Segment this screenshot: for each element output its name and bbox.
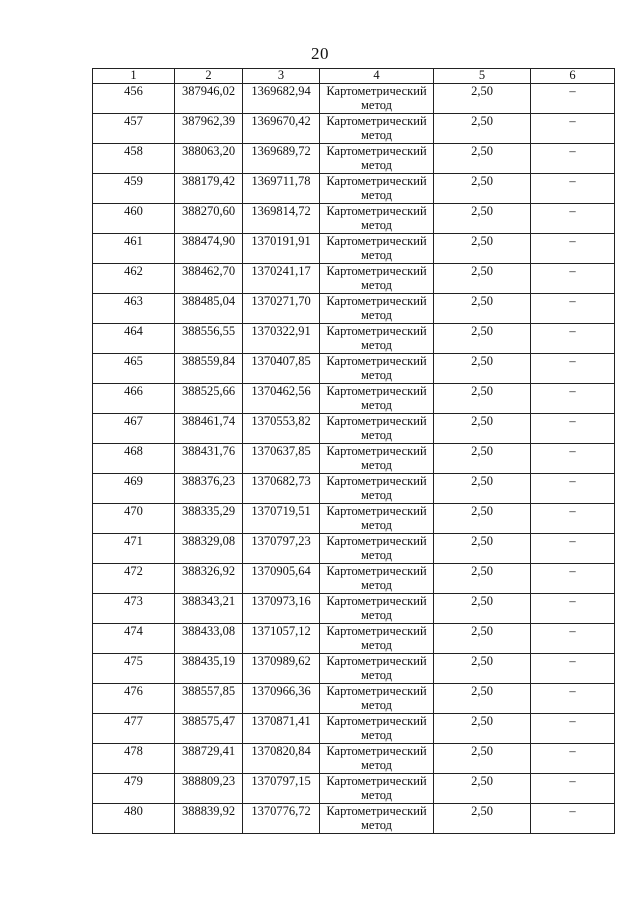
method-cell: Картометрический метод — [320, 294, 434, 324]
method-cell: Картометрический метод — [320, 324, 434, 354]
header-cell-1: 1 — [93, 69, 175, 84]
table-row — [93, 534, 615, 564]
x-coordinate-cell: 388556,55 — [175, 324, 243, 354]
note-cell: – — [531, 414, 615, 444]
accuracy-cell: 2,50 — [434, 384, 531, 414]
note-cell: – — [531, 504, 615, 534]
x-coordinate-cell: 388485,04 — [175, 294, 243, 324]
x-coordinate-cell: 388326,92 — [175, 564, 243, 594]
point-number-cell: 478 — [93, 744, 175, 774]
note-cell: – — [531, 234, 615, 264]
accuracy-cell: 2,50 — [434, 504, 531, 534]
method-cell: Картометрический метод — [320, 684, 434, 714]
table-row — [93, 804, 615, 834]
note-cell: – — [531, 804, 615, 834]
y-coordinate-cell: 1369682,94 — [243, 84, 320, 114]
accuracy-cell: 2,50 — [434, 414, 531, 444]
method-cell: Картометрический метод — [320, 504, 434, 534]
note-cell: – — [531, 354, 615, 384]
point-number-cell: 480 — [93, 804, 175, 834]
table-row — [93, 624, 615, 654]
table-row — [93, 174, 615, 204]
point-number-cell: 475 — [93, 654, 175, 684]
note-cell: – — [531, 384, 615, 414]
y-coordinate-cell: 1370776,72 — [243, 804, 320, 834]
method-cell: Картометрический метод — [320, 384, 434, 414]
table-row — [93, 204, 615, 234]
table-row — [93, 684, 615, 714]
method-cell: Картометрический метод — [320, 444, 434, 474]
method-cell: Картометрический метод — [320, 234, 434, 264]
accuracy-cell: 2,50 — [434, 744, 531, 774]
note-cell: – — [531, 114, 615, 144]
x-coordinate-cell: 388435,19 — [175, 654, 243, 684]
y-coordinate-cell: 1370553,82 — [243, 414, 320, 444]
point-number-cell: 461 — [93, 234, 175, 264]
accuracy-cell: 2,50 — [434, 804, 531, 834]
accuracy-cell: 2,50 — [434, 114, 531, 144]
accuracy-cell: 2,50 — [434, 204, 531, 234]
x-coordinate-cell: 388433,08 — [175, 624, 243, 654]
note-cell: – — [531, 474, 615, 504]
point-number-cell: 464 — [93, 324, 175, 354]
point-number-cell: 479 — [93, 774, 175, 804]
x-coordinate-cell: 388575,47 — [175, 714, 243, 744]
table-row — [93, 504, 615, 534]
point-number-cell: 472 — [93, 564, 175, 594]
header-cell-2: 2 — [175, 69, 243, 84]
note-cell: – — [531, 144, 615, 174]
table-row — [93, 444, 615, 474]
table-row — [93, 414, 615, 444]
point-number-cell: 456 — [93, 84, 175, 114]
accuracy-cell: 2,50 — [434, 624, 531, 654]
accuracy-cell: 2,50 — [434, 684, 531, 714]
table-row — [93, 384, 615, 414]
table-row — [93, 294, 615, 324]
accuracy-cell: 2,50 — [434, 354, 531, 384]
accuracy-cell: 2,50 — [434, 474, 531, 504]
accuracy-cell: 2,50 — [434, 144, 531, 174]
method-cell: Картометрический метод — [320, 564, 434, 594]
accuracy-cell: 2,50 — [434, 174, 531, 204]
accuracy-cell: 2,50 — [434, 324, 531, 354]
accuracy-cell: 2,50 — [434, 594, 531, 624]
note-cell: – — [531, 324, 615, 354]
point-number-cell: 459 — [93, 174, 175, 204]
y-coordinate-cell: 1370989,62 — [243, 654, 320, 684]
header-cell-3: 3 — [243, 69, 320, 84]
point-number-cell: 465 — [93, 354, 175, 384]
accuracy-cell: 2,50 — [434, 654, 531, 684]
y-coordinate-cell: 1370905,64 — [243, 564, 320, 594]
point-number-cell: 460 — [93, 204, 175, 234]
method-cell: Картометрический метод — [320, 414, 434, 444]
x-coordinate-cell: 388335,29 — [175, 504, 243, 534]
y-coordinate-cell: 1370271,70 — [243, 294, 320, 324]
x-coordinate-cell: 388270,60 — [175, 204, 243, 234]
y-coordinate-cell: 1369711,78 — [243, 174, 320, 204]
note-cell: – — [531, 204, 615, 234]
table-row — [93, 354, 615, 384]
point-number-cell: 457 — [93, 114, 175, 144]
method-cell: Картометрический метод — [320, 534, 434, 564]
point-number-cell: 466 — [93, 384, 175, 414]
y-coordinate-cell: 1370637,85 — [243, 444, 320, 474]
point-number-cell: 463 — [93, 294, 175, 324]
x-coordinate-cell: 388063,20 — [175, 144, 243, 174]
method-cell: Картометрический метод — [320, 264, 434, 294]
method-cell: Картометрический метод — [320, 84, 434, 114]
method-cell: Картометрический метод — [320, 594, 434, 624]
x-coordinate-cell: 388461,74 — [175, 414, 243, 444]
accuracy-cell: 2,50 — [434, 714, 531, 744]
table-header — [93, 69, 615, 84]
accuracy-cell: 2,50 — [434, 534, 531, 564]
x-coordinate-cell: 388839,92 — [175, 804, 243, 834]
note-cell: – — [531, 84, 615, 114]
header-cell-5: 5 — [434, 69, 531, 84]
y-coordinate-cell: 1370322,91 — [243, 324, 320, 354]
header-cell-6: 6 — [531, 69, 615, 84]
accuracy-cell: 2,50 — [434, 564, 531, 594]
point-number-cell: 476 — [93, 684, 175, 714]
x-coordinate-cell: 387962,39 — [175, 114, 243, 144]
table-row — [93, 654, 615, 684]
table-row — [93, 594, 615, 624]
note-cell: – — [531, 564, 615, 594]
y-coordinate-cell: 1370820,84 — [243, 744, 320, 774]
method-cell: Картометрический метод — [320, 774, 434, 804]
note-cell: – — [531, 294, 615, 324]
note-cell: – — [531, 594, 615, 624]
y-coordinate-cell: 1369814,72 — [243, 204, 320, 234]
point-number-cell: 471 — [93, 534, 175, 564]
note-cell: – — [531, 624, 615, 654]
table-row — [93, 84, 615, 114]
note-cell: – — [531, 774, 615, 804]
x-coordinate-cell: 388431,76 — [175, 444, 243, 474]
method-cell: Картометрический метод — [320, 714, 434, 744]
table-row — [93, 714, 615, 744]
method-cell: Картометрический метод — [320, 744, 434, 774]
note-cell: – — [531, 444, 615, 474]
x-coordinate-cell: 388559,84 — [175, 354, 243, 384]
method-cell: Картометрический метод — [320, 654, 434, 684]
method-cell: Картометрический метод — [320, 174, 434, 204]
table-row — [93, 114, 615, 144]
method-cell: Картометрический метод — [320, 144, 434, 174]
table-body — [93, 84, 615, 834]
page-number: 20 — [311, 44, 329, 63]
method-cell: Картометрический метод — [320, 204, 434, 234]
x-coordinate-cell: 388343,21 — [175, 594, 243, 624]
x-coordinate-cell: 387946,02 — [175, 84, 243, 114]
note-cell: – — [531, 534, 615, 564]
method-cell: Картометрический метод — [320, 114, 434, 144]
y-coordinate-cell: 1370407,85 — [243, 354, 320, 384]
x-coordinate-cell: 388809,23 — [175, 774, 243, 804]
y-coordinate-cell: 1370191,91 — [243, 234, 320, 264]
note-cell: – — [531, 684, 615, 714]
point-number-cell: 474 — [93, 624, 175, 654]
table-row — [93, 474, 615, 504]
method-cell: Картометрический метод — [320, 474, 434, 504]
accuracy-cell: 2,50 — [434, 264, 531, 294]
y-coordinate-cell: 1370241,17 — [243, 264, 320, 294]
point-number-cell: 468 — [93, 444, 175, 474]
point-number-cell: 462 — [93, 264, 175, 294]
point-number-cell: 477 — [93, 714, 175, 744]
x-coordinate-cell: 388179,42 — [175, 174, 243, 204]
header-cell-4: 4 — [320, 69, 434, 84]
point-number-cell: 470 — [93, 504, 175, 534]
y-coordinate-cell: 1370797,23 — [243, 534, 320, 564]
accuracy-cell: 2,50 — [434, 444, 531, 474]
y-coordinate-cell: 1370871,41 — [243, 714, 320, 744]
point-number-cell: 467 — [93, 414, 175, 444]
point-number-cell: 458 — [93, 144, 175, 174]
y-coordinate-cell: 1370682,73 — [243, 474, 320, 504]
method-cell: Картометрический метод — [320, 804, 434, 834]
x-coordinate-cell: 388329,08 — [175, 534, 243, 564]
note-cell: – — [531, 654, 615, 684]
table-row — [93, 774, 615, 804]
accuracy-cell: 2,50 — [434, 234, 531, 264]
accuracy-cell: 2,50 — [434, 84, 531, 114]
y-coordinate-cell: 1369689,72 — [243, 144, 320, 174]
table-row — [93, 144, 615, 174]
table-row — [93, 324, 615, 354]
y-coordinate-cell: 1371057,12 — [243, 624, 320, 654]
x-coordinate-cell: 388557,85 — [175, 684, 243, 714]
method-cell: Картометрический метод — [320, 354, 434, 384]
accuracy-cell: 2,50 — [434, 294, 531, 324]
coordinates-table — [92, 68, 615, 834]
point-number-cell: 469 — [93, 474, 175, 504]
accuracy-cell: 2,50 — [434, 774, 531, 804]
x-coordinate-cell: 388729,41 — [175, 744, 243, 774]
table-row — [93, 564, 615, 594]
y-coordinate-cell: 1370966,36 — [243, 684, 320, 714]
table-row — [93, 264, 615, 294]
note-cell: – — [531, 174, 615, 204]
header-row — [93, 69, 615, 84]
point-number-cell: 473 — [93, 594, 175, 624]
y-coordinate-cell: 1370797,15 — [243, 774, 320, 804]
y-coordinate-cell: 1370719,51 — [243, 504, 320, 534]
method-cell: Картометрический метод — [320, 624, 434, 654]
table-row — [93, 744, 615, 774]
x-coordinate-cell: 388525,66 — [175, 384, 243, 414]
x-coordinate-cell: 388474,90 — [175, 234, 243, 264]
table-row — [93, 234, 615, 264]
y-coordinate-cell: 1369670,42 — [243, 114, 320, 144]
note-cell: – — [531, 744, 615, 774]
x-coordinate-cell: 388376,23 — [175, 474, 243, 504]
y-coordinate-cell: 1370973,16 — [243, 594, 320, 624]
note-cell: – — [531, 264, 615, 294]
x-coordinate-cell: 388462,70 — [175, 264, 243, 294]
note-cell: – — [531, 714, 615, 744]
y-coordinate-cell: 1370462,56 — [243, 384, 320, 414]
